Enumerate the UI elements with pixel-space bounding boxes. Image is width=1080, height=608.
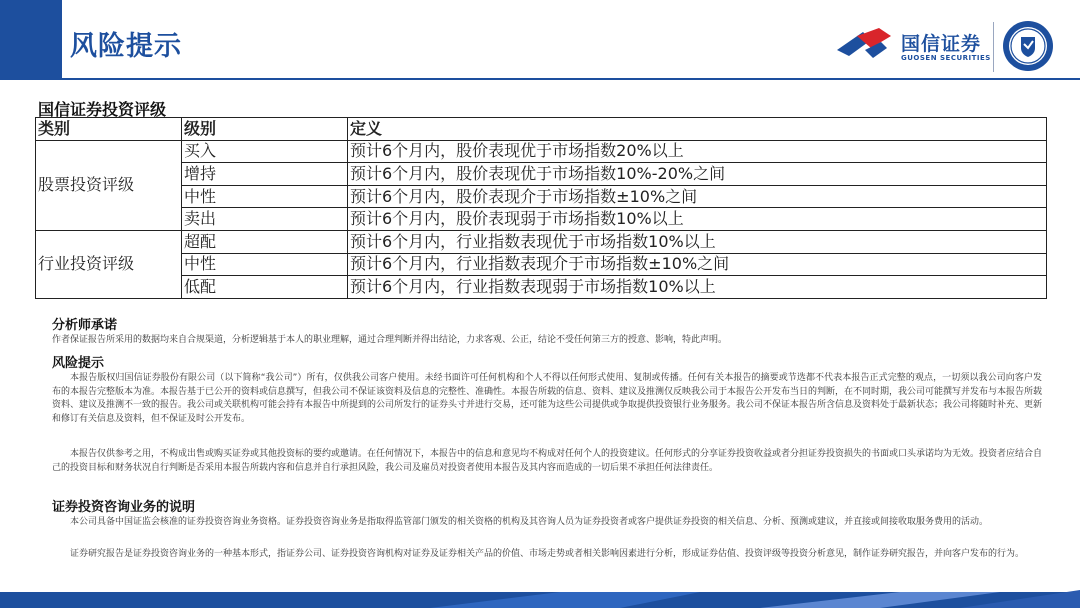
risk-section-title: 风险提示 xyxy=(52,356,105,371)
analyst-section-title: 分析师承诺 xyxy=(52,318,118,333)
table-row xyxy=(36,163,1047,186)
company-seal-icon xyxy=(1002,20,1054,72)
level-cell: 超配 xyxy=(182,230,348,253)
definition-cell: 预计6个月内，行业指数表现介于市场指数±10%之间 xyxy=(348,253,1047,276)
header-level: 级别 xyxy=(182,118,348,141)
level-cell: 卖出 xyxy=(182,208,348,231)
advisory-section-title: 证券投资咨询业务的说明 xyxy=(52,500,196,515)
logo-text-cn: 国信证券 xyxy=(901,33,982,55)
page-title: 风险提示 xyxy=(70,31,182,62)
definition-cell: 预计6个月内，股价表现优于市场指数20%以上 xyxy=(348,140,1047,163)
header-definition: 定义 xyxy=(348,118,1047,141)
table-row xyxy=(36,276,1047,299)
guosen-logo-mark-icon xyxy=(835,26,895,62)
definition-cell: 预计6个月内，行业指数表现优于市场指数10%以上 xyxy=(348,230,1047,253)
advisory-paragraph-1: 本公司具备中国证监会核准的证券投资咨询业务资格。证券投资咨询业务是指取得监管部门颁发的相关资格的机构及其咨询人员为证券投资者或客户提供证券投资的相关信息、分析、预测或建议，并直接或间接收取服务费用的活动。 xyxy=(70,517,989,527)
level-cell: 中性 xyxy=(182,185,348,208)
table-row xyxy=(36,230,1047,253)
analyst-section-text: 作者保证报告所采用的数据均来自合规渠道，分析逻辑基于本人的职业理解，通过合理判断并得出结论，力求客观、公正，结论不受任何第三方的授意、影响，特此声明。 xyxy=(52,335,728,345)
header-rule xyxy=(62,78,1080,80)
rating-table-caption: 国信证券投资评级 xyxy=(38,100,167,119)
level-cell: 增持 xyxy=(182,163,348,186)
table-header-row xyxy=(36,118,1047,141)
logo-divider xyxy=(993,22,994,72)
category-cell-stock: 股票投资评级 xyxy=(36,140,182,230)
risk-paragraph-1: 本报告版权归国信证券股份有限公司（以下简称“我公司”）所有，仅供我公司客户使用。未经书面许可任何机构和个人不得以任何形式使用、复制或传播。任何有关本报告的摘要或节选都不代表本报告正式完整的观点，一切须以我公司向客户发布的本报告完整版本为准。本报告基于已公开的资料或信息撰写，但我公司不保证该资料及信息的完整性、准确性。本报告所载的信息、资料、建议及推测仅反映我公司于本报告公开发布当日的判断，在不同时期，我公司可能撰写并发布与本报告所载资料、建议及推测不一致的报告。我公司或关联机构可能会持有本报告中所提到的公司所发行的证券头寸并进行交易，还可能为这些公司提供或争取提供投资银行业务服务。我公司不保证本报告所含信息及资料处于最新状态；我公司将随时补充、更新和修订有关信息及资料，但不保证及时公开发布。 xyxy=(52,373,1043,424)
table-row xyxy=(36,208,1047,231)
table-row xyxy=(36,140,1047,163)
risk-paragraph-2: 本报告仅供参考之用，不构成出售或购买证券或其他投资标的要约或邀请。在任何情况下，本报告中的信息和意见均不构成对任何个人的投资建议。任何形式的分享证券投资收益或者分担证券投资损失的书面或口头承诺均为无效。投资者应结合自己的投资目标和财务状况自行判断是否采用本报告所载内容和信息并自行承担风险，我公司及雇员对投资者使用本报告及其内容而造成的一切后果不承担任何法律责任。 xyxy=(52,449,1043,473)
table-row xyxy=(36,253,1047,276)
header-accent-block xyxy=(0,0,62,80)
definition-cell: 预计6个月内，股价表现弱于市场指数10%以上 xyxy=(348,208,1047,231)
company-logo xyxy=(835,20,1075,76)
definition-cell: 预计6个月内，行业指数表现弱于市场指数10%以上 xyxy=(348,276,1047,299)
logo-text-en: GUOSEN SECURITIES xyxy=(901,54,991,62)
level-cell: 低配 xyxy=(182,276,348,299)
rating-table xyxy=(35,117,1047,299)
table-row xyxy=(36,185,1047,208)
header-category: 类别 xyxy=(36,118,182,141)
level-cell: 买入 xyxy=(182,140,348,163)
definition-cell: 预计6个月内，股价表现优于市场指数10%-20%之间 xyxy=(348,163,1047,186)
advisory-paragraph-2: 证券研究报告是证券投资咨询业务的一种基本形式，指证券公司、证券投资咨询机构对证券及证券相关产品的价值、市场走势或者相关影响因素进行分析，形成证券估值、投资评级等投资分析意见，制作证券研究报告，并向客户发布的行为。 xyxy=(70,549,1025,559)
level-cell: 中性 xyxy=(182,253,348,276)
category-cell-industry: 行业投资评级 xyxy=(36,230,182,298)
footer-decoration xyxy=(0,586,1080,608)
definition-cell: 预计6个月内，股价表现介于市场指数±10%之间 xyxy=(348,185,1047,208)
